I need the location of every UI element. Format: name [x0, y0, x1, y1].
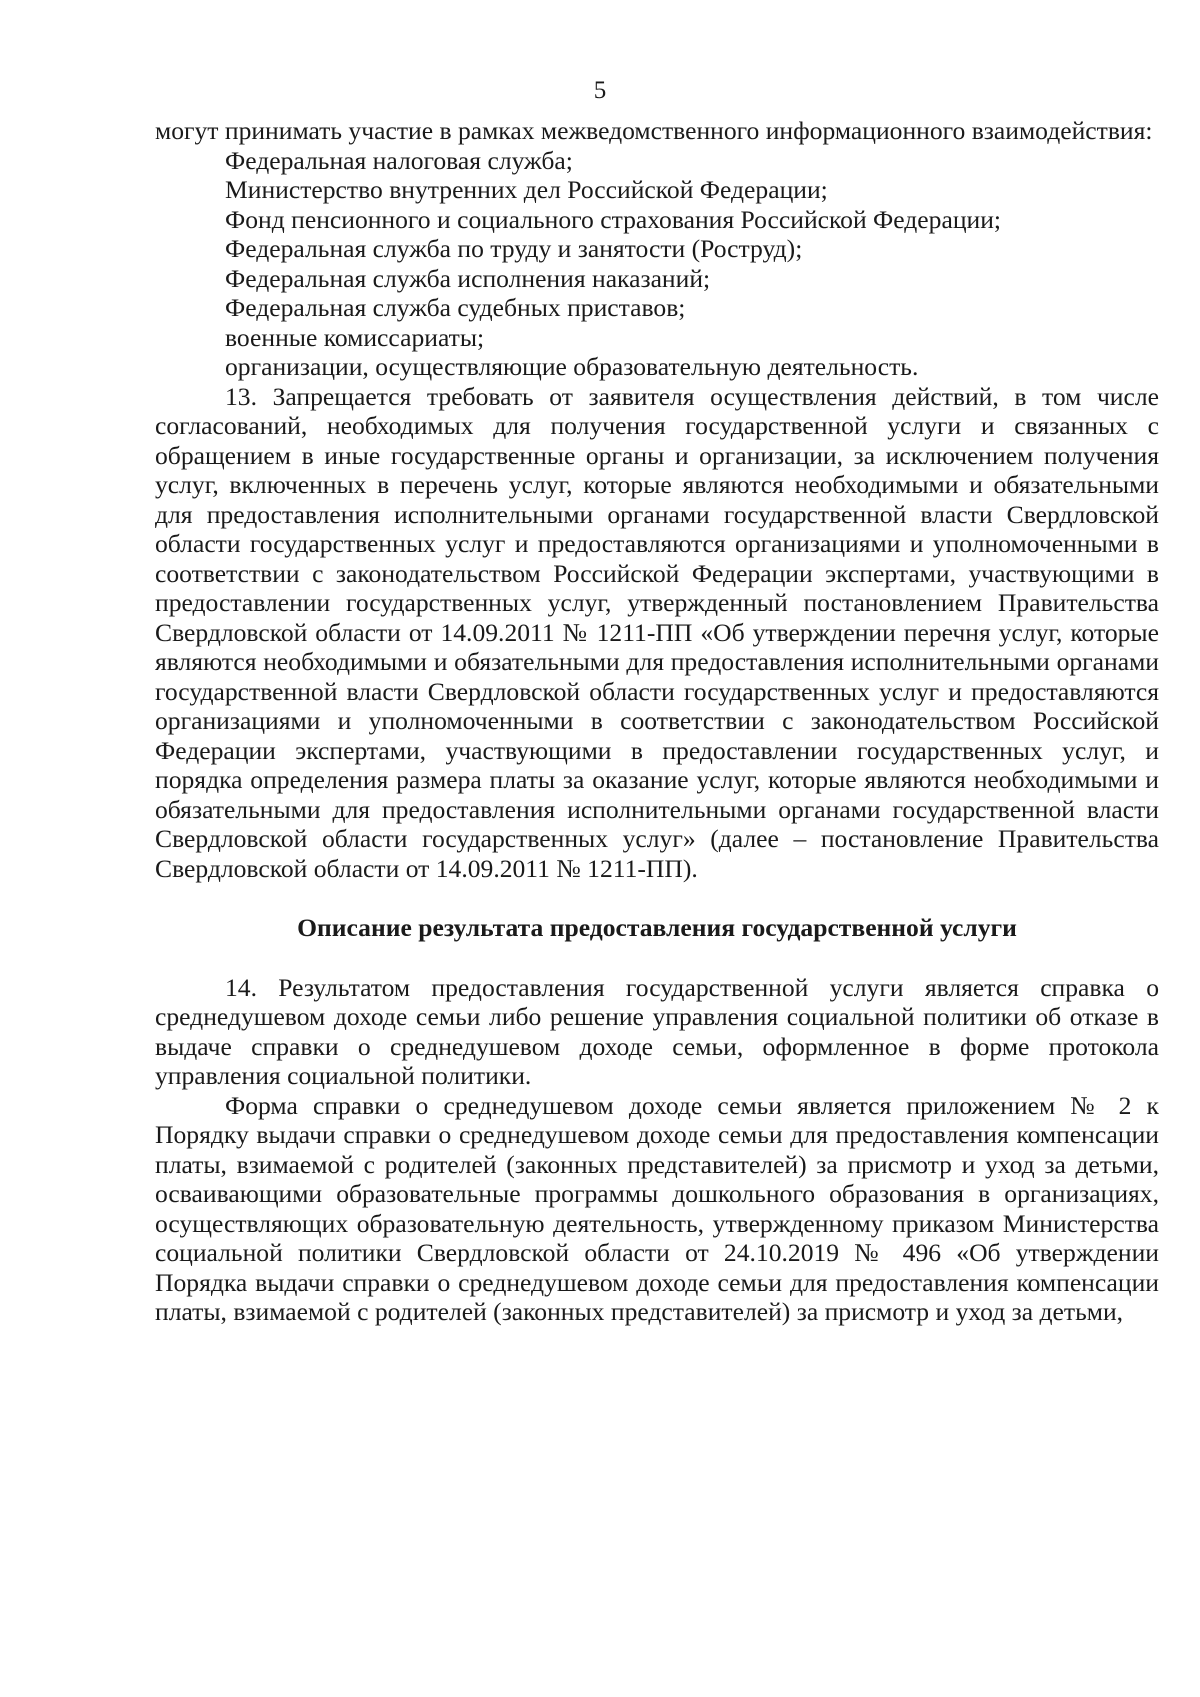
- list-item: Федеральная служба судебных приставов;: [225, 293, 686, 322]
- list-item: Министерство внутренних дел Российской Федерации;: [225, 175, 828, 204]
- page-number: 5: [593, 77, 607, 104]
- list-item: военные комиссариаты;: [225, 322, 485, 352]
- section-heading: Описание результата предоставления государственной услуги: [297, 913, 1017, 942]
- list-item: Федеральная служба исполнения наказаний;: [225, 263, 711, 293]
- list-item: Федеральная налоговая служба;: [225, 145, 573, 175]
- paragraph-13: 13. Запрещается требовать от заявителя осуществления действий, в том числе согласований, необходимых для получения государственной услуги и связанных с обращением в иные государственные органы и организации, за исключением получения услуг, включенных в перечень услуг, которые являются необходимыми и обязательными для предоставления исполнительными органами государственной власти Свердловской области государственных услуг и предоставляются организациями и уполномоченными в соответствии с законодательством Российской Федерации экспертами, участвующими в предоставлении государственных услуг, утвержденный постановлением Правительства Свердловской области от 14.09.2011 № 1211-ПП «Об утверждении перечня услуг, которые являются необходимыми и обязательными для предоставления исполнительными органами государственной власти Свердловской области государственных услуг и предоставляются организациями и уполномоченными в соответствии с законодательством Российской Федерации экспертами, участвующими в предоставлении государственных услуг, и порядка определения размера платы за оказание услуг, которые являются необходимыми и обязательными для предоставления исполнительными органами государственной власти Свердловской области государственных услуг» (далее – постановление Правительства Свердловской области от 14.09.2011 № 1211-ПП).: [155, 381, 1159, 883]
- document-body: [155, 116, 1159, 1327]
- list-item: Фонд пенсионного и социального страхования Российской Федерации;: [225, 204, 1002, 234]
- list-item: организации, осуществляющие образовательную деятельность.: [225, 352, 919, 381]
- intro-paragraph: могут принимать участие в рамках межведомственного информационного взаимодействия:: [155, 116, 1153, 145]
- agency-list: [155, 146, 1159, 382]
- list-item: Федеральная служба по труду и занятости (Роструд);: [225, 234, 803, 263]
- paragraph-14: 14. Результатом предоставления государственной услуги является справка о среднедушевом доходе семьи либо решение управления социальной политики об отказе в выдаче справки о среднедушевом доходе семьи, оформленное в форме протокола управления социальной политики.: [155, 972, 1159, 1090]
- paragraph-form-description: Форма справки о среднедушевом доходе семьи является приложением № 2 к Порядку выдачи справки о среднедушевом доходе семьи для предоставления компенсации платы, взимаемой с родителей (законных представителей) за присмотр и уход за детьми, осваивающими образовательные программы дошкольного образования в организациях, осуществляющих образовательную деятельность, утвержденному приказом Министерства социальной политики Свердловской области от 24.10.2019 № 496 «Об утверждении Порядка выдачи справки о среднедушевом доходе семьи для предоставления компенсации платы, взимаемой с родителей (законных представителей) за присмотр и уход за детьми,: [155, 1090, 1159, 1326]
